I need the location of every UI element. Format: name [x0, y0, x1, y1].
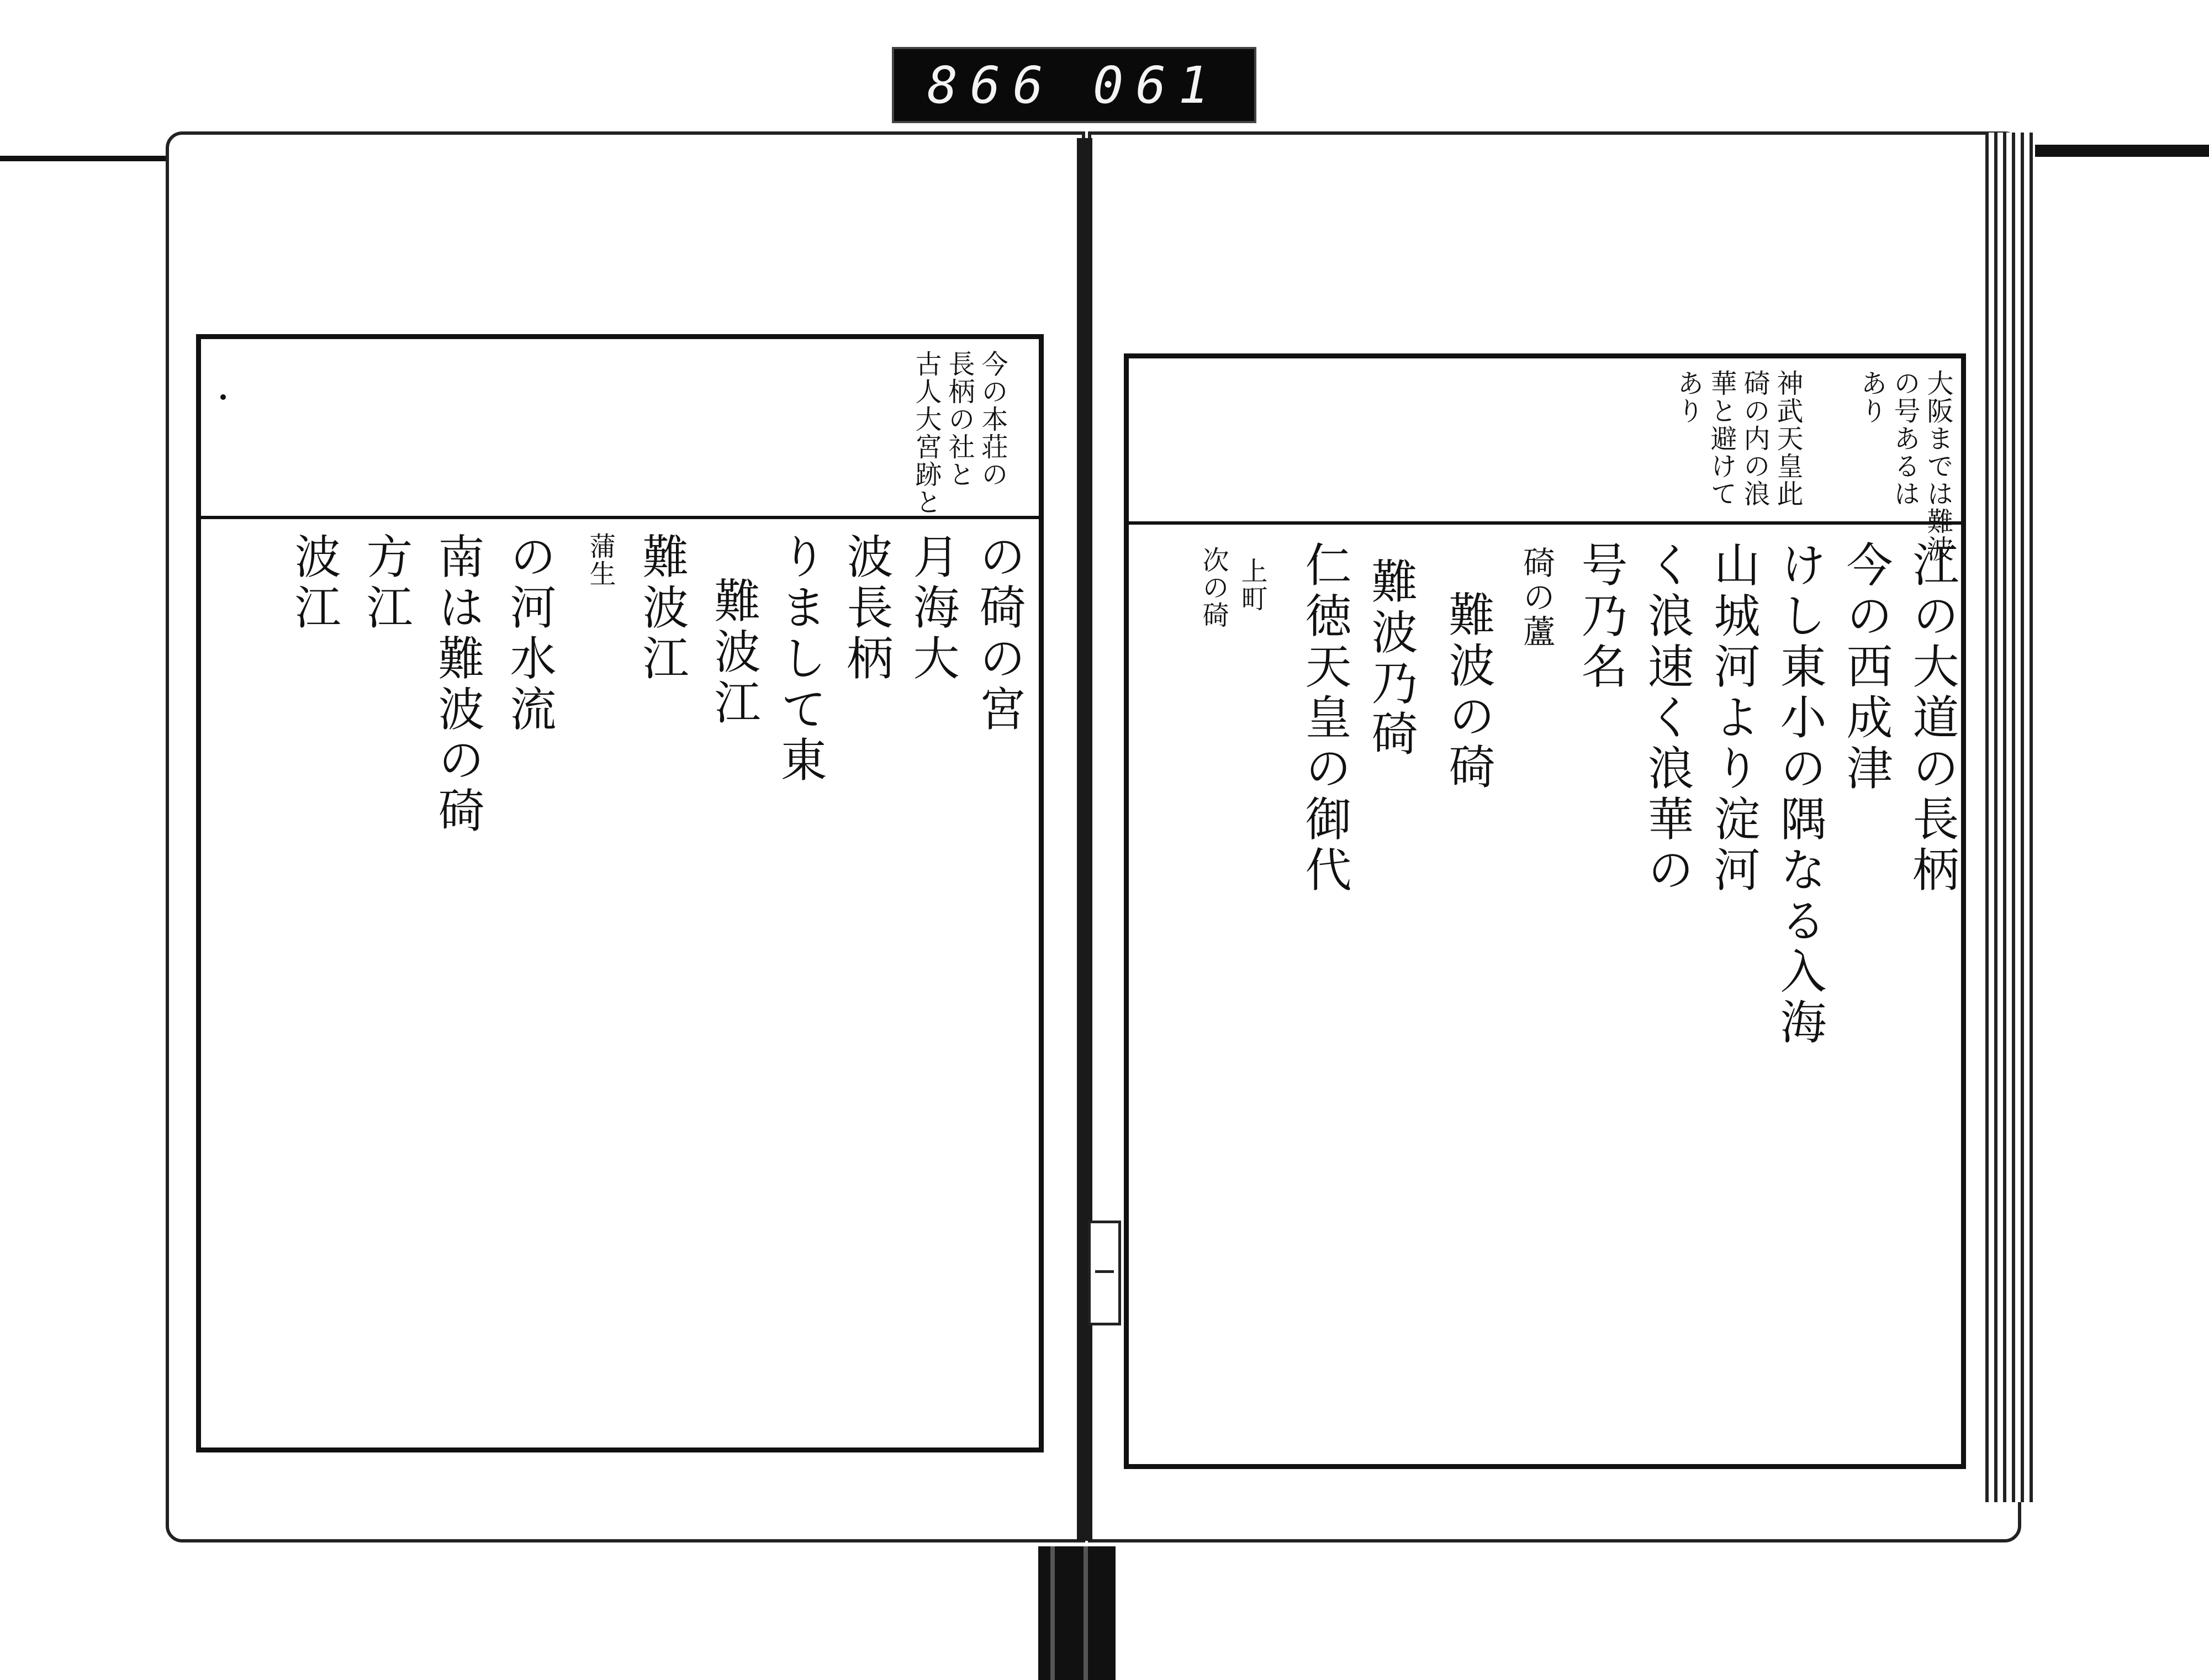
- left-header-rule: [201, 516, 1039, 519]
- ink-mark: [220, 394, 226, 400]
- right-col-11: 上町: [1236, 557, 1267, 612]
- left-col-11: 波江: [287, 532, 341, 634]
- right-col-10: 仁徳天皇の御代: [1298, 541, 1352, 896]
- right-col-4: 山城河より淀河: [1706, 541, 1761, 896]
- right-header-note-3: あり: [1856, 369, 1887, 425]
- top-rule-left: [0, 156, 182, 161]
- left-col-10: 方江: [359, 532, 413, 634]
- right-col-6: 号乃名: [1574, 541, 1628, 693]
- spine-binding: [1038, 1546, 1116, 1680]
- label-right-number: 061: [1092, 55, 1221, 115]
- right-col-7: 碕の蘆: [1518, 546, 1555, 649]
- label-left-number: 866: [927, 55, 1056, 115]
- right-header-note-2: の号あるは: [1889, 369, 1920, 508]
- right-header-note-5: 碕の内の浪: [1739, 369, 1770, 508]
- left-col-9: 南は難波の碕: [431, 532, 485, 837]
- right-header-rule: [1129, 521, 1961, 525]
- left-col-5: 難波江: [707, 577, 761, 729]
- right-col-9: 難波乃碕: [1364, 557, 1418, 760]
- right-header-note-7: あり: [1673, 369, 1704, 425]
- left-header-note-2: 長柄の社と: [944, 350, 975, 488]
- left-text-frame: [196, 334, 1044, 1452]
- left-col-7: 蒲生: [585, 532, 616, 588]
- right-col-1: 江の大道の長柄: [1905, 541, 1959, 896]
- book-spine: [1077, 138, 1092, 1541]
- fold-mark: [1088, 1221, 1121, 1325]
- left-col-1: の碕の宮: [972, 532, 1026, 736]
- left-col-2: 月海大: [906, 532, 960, 685]
- right-col-2: 今の西成津: [1839, 541, 1893, 795]
- left-header-note-3: 古人大宮跡と: [911, 350, 942, 516]
- right-col-3: けし東小の隅なる入海: [1773, 541, 1827, 1049]
- right-col-12: 次の碕: [1198, 546, 1229, 629]
- right-col-8: 難波の碕: [1441, 590, 1495, 794]
- left-col-3: 波長柄: [839, 532, 894, 685]
- page-edges: [1985, 133, 2035, 1502]
- left-col-8: の河水流: [503, 532, 557, 736]
- left-header-note-1: 今の本荘の: [977, 350, 1008, 488]
- right-col-5: く浪速く浪華の: [1640, 541, 1694, 896]
- catalogue-label: [892, 47, 1256, 123]
- right-header-note-6: 華と避けて: [1706, 369, 1737, 508]
- right-header-note-4: 神武天皇此: [1772, 369, 1803, 508]
- left-col-6: 難波江: [635, 532, 689, 685]
- left-col-4: りまして東: [773, 532, 827, 786]
- right-header-note-1: 大阪までは難波: [1922, 369, 1953, 563]
- right-text-frame: [1124, 353, 1966, 1469]
